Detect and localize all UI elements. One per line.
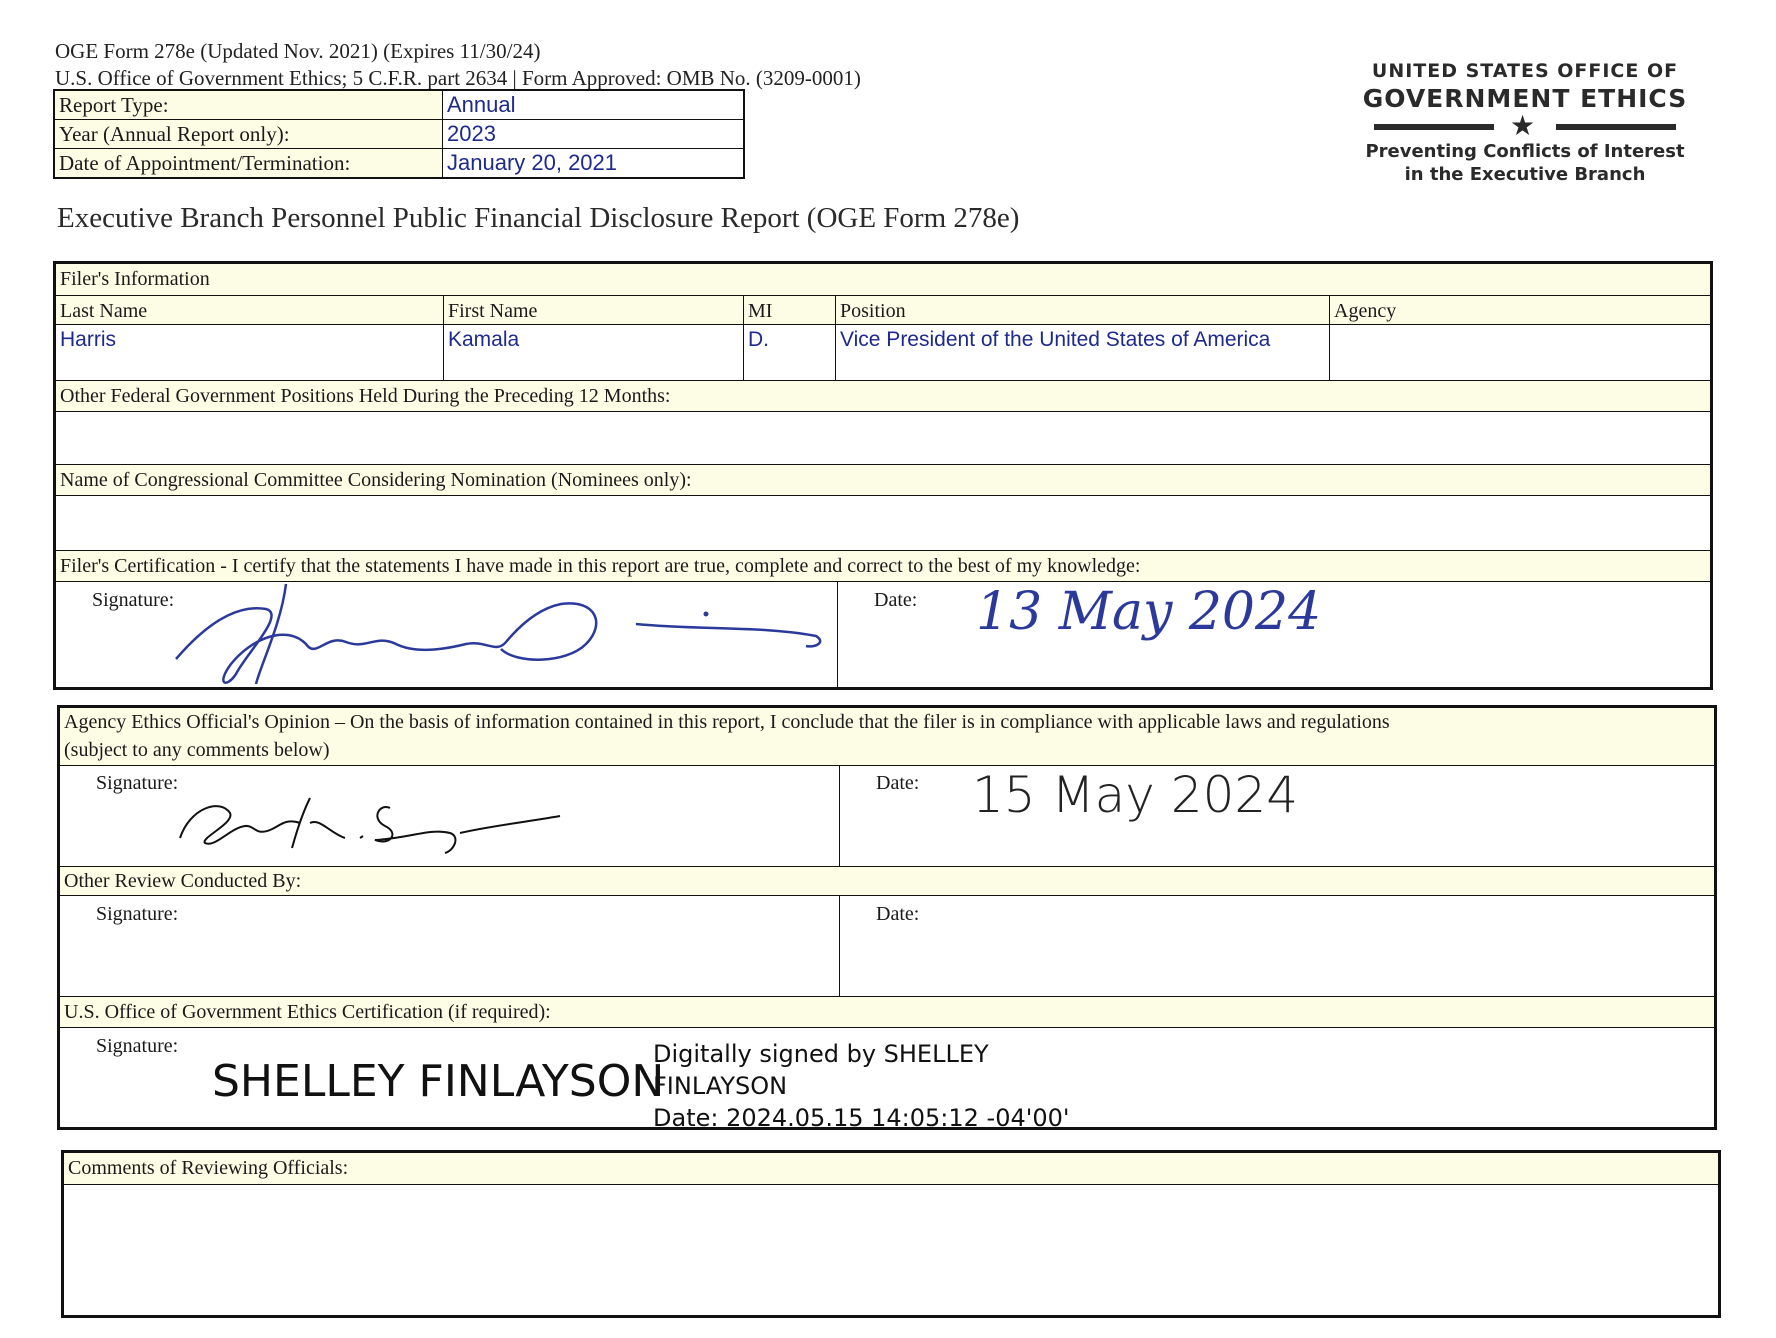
filer-info-header: Filer's Information <box>56 264 1710 296</box>
oge-certification-label: U.S. Office of Government Ethics Certification (if required): <box>60 996 1714 1028</box>
filer-signature-image <box>116 564 836 689</box>
oge-signature-label: Signature: <box>96 1035 179 1057</box>
agency-opinion-line2: (subject to any comments below) <box>64 739 330 761</box>
position-label: Position <box>840 300 906 322</box>
first-name-label: First Name <box>448 300 538 322</box>
other-review-date-label: Date: <box>876 903 920 925</box>
comments-label: Comments of Reviewing Officials: <box>64 1153 1718 1185</box>
office-line: U.S. Office of Government Ethics; 5 C.F.R. part 2634 | Form Approved: OMB No. (3209-0001) <box>55 66 861 90</box>
year-value[interactable]: 2023 <box>447 121 496 146</box>
logo-tagline1: Preventing Conflicts of Interest <box>1365 141 1685 162</box>
agency-opinion-header <box>60 708 1714 766</box>
divider <box>839 896 840 996</box>
report-type-value[interactable]: Annual <box>447 92 516 117</box>
digital-signature-line3: Date: 2024.05.15 14:05:12 -04'00' <box>653 1104 1070 1132</box>
year-row <box>55 120 743 149</box>
other-positions-field[interactable] <box>56 412 1710 464</box>
last-name-label: Last Name <box>60 300 148 322</box>
other-review-signature-label: Signature: <box>96 903 179 925</box>
digital-signature-name: SHELLEY FINLAYSON <box>212 1056 665 1107</box>
appointment-date-row <box>55 149 743 177</box>
digital-signature-details <box>653 1038 1069 1134</box>
divider <box>743 296 744 380</box>
divider <box>837 582 838 687</box>
logo-line1: UNITED STATES OFFICE OF <box>1371 60 1679 82</box>
ethics-signed-date[interactable]: 15 May 2024 <box>972 766 1299 824</box>
committee-label: Name of Congressional Committee Considering Nomination (Nominees only): <box>56 464 1710 496</box>
agency-opinion-box <box>57 705 1717 1130</box>
certification-label: Filer's Certification - I certify that the statements I have made in this report are true, complete and correct to the best of my knowledge: <box>56 550 1710 582</box>
divider <box>839 766 840 866</box>
filer-date-label: Date: <box>874 589 918 611</box>
divider <box>1329 296 1330 380</box>
page-title: Executive Branch Personnel Public Financial Disclosure Report (OGE Form 278e) <box>57 202 1020 234</box>
first-name-value[interactable]: Kamala <box>448 328 520 351</box>
filer-info-box <box>53 261 1713 690</box>
form-version-line: OGE Form 278e (Updated Nov. 2021) (Expires 11/30/24) <box>55 39 541 63</box>
report-type-row <box>55 91 743 120</box>
ethics-date-label: Date: <box>876 772 920 794</box>
comments-box <box>61 1150 1721 1318</box>
ethics-signature-label: Signature: <box>96 772 179 794</box>
logo-divider <box>1360 109 1690 142</box>
logo-tagline2: in the Executive Branch <box>1404 164 1646 185</box>
digital-signature-line1: Digitally signed by SHELLEY <box>653 1040 989 1068</box>
committee-field[interactable] <box>56 496 1710 550</box>
other-review-label: Other Review Conducted By: <box>60 866 1714 896</box>
filer-signature-label: Signature: <box>92 589 175 611</box>
position-value[interactable]: Vice President of the United States of America <box>840 328 1271 351</box>
digital-signature-line2: FINLAYSON <box>653 1072 788 1100</box>
report-type-label: Report Type: <box>55 91 443 119</box>
report-info-table <box>53 89 745 179</box>
mi-label: MI <box>748 300 773 322</box>
year-label: Year (Annual Report only): <box>55 120 443 148</box>
other-positions-label: Other Federal Government Positions Held During the Preceding 12 Months: <box>56 380 1710 412</box>
last-name-value[interactable]: Harris <box>60 328 116 351</box>
oge-logo <box>1360 60 1690 185</box>
agency-opinion-line1: Agency Ethics Official's Opinion – On the basis of information contained in this report, I conclude that the filer is in compliance with applicable laws and regulations <box>64 711 1390 733</box>
comments-field[interactable] <box>64 1185 1718 1315</box>
logo-line2: GOVERNMENT ETHICS <box>1362 84 1688 113</box>
mi-value[interactable]: D. <box>748 328 769 351</box>
appointment-date-label: Date of Appointment/Termination: <box>55 149 443 177</box>
divider <box>443 296 444 380</box>
agency-label: Agency <box>1334 300 1397 322</box>
filer-signed-date[interactable]: 13 May 2024 <box>976 582 1322 642</box>
divider <box>835 296 836 380</box>
star-icon: ★ <box>1510 109 1536 142</box>
appointment-date-value[interactable]: January 20, 2021 <box>447 150 618 175</box>
ethics-signature-image <box>160 778 600 858</box>
